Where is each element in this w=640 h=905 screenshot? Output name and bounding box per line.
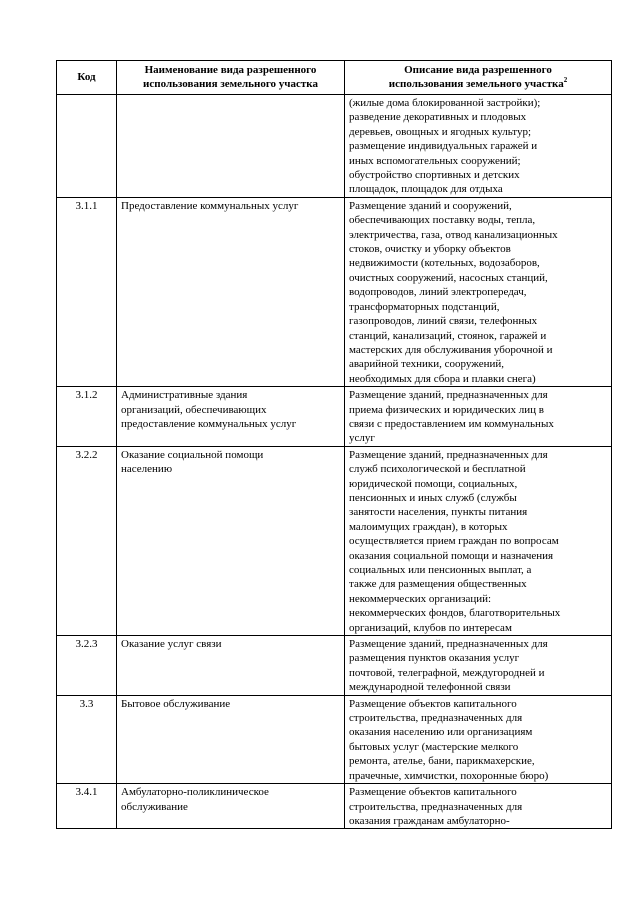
row-code: 3.1.1 (57, 197, 117, 386)
row-name (117, 95, 345, 198)
row-description: Размещение зданий и сооружений, обеспечивающих поставку воды, тепла, электричества, газа, отвод канализационных стоков, очистку и уборку объектов недвижимости (котельных, водозаборов, очистных сооружений, насосных станций, водопроводов, линий электропередач, трансформаторных подстанций, газопроводов, линий связи, телефонных станций, канализаций, стоянок, гаражей и мастерских для обслуживания уборочной и аварийной техники, сооружений, необходимых для сбора и плавки снега) (345, 197, 612, 386)
header-code: Код (57, 61, 117, 95)
row-description: Размещение объектов капитального строительства, предназначенных для оказания населению или организациям бытовых услуг (мастерские мелкого ремонта, ателье, бани, парикмахерские, прачечные, химчистки, похоронные бюро) (345, 695, 612, 783)
row-description: Размещение зданий, предназначенных для размещения пунктов оказания услуг почтовой, телеграфной, междугородней и международной телефонной связи (345, 636, 612, 696)
row-name: Амбулаторно-поликлиническое обслуживание (117, 784, 345, 829)
row-code: 3.3 (57, 695, 117, 783)
row-name: Предоставление коммунальных услуг (117, 197, 345, 386)
row-description: Размещение объектов капитального строительства, предназначенных для оказания гражданам амбулаторно- (345, 784, 612, 829)
header-name: Наименование вида разрешенного использования земельного участка (117, 61, 345, 95)
footnote-marker: 2 (563, 75, 568, 84)
table-row (57, 784, 612, 829)
header-description: Описание вида разрешенного использования земельного участка$^2$ (345, 61, 612, 95)
document-page (56, 60, 611, 829)
row-name: Оказание социальной помощи населению (117, 446, 345, 635)
row-code: 3.1.2 (57, 387, 117, 447)
row-name: Административные здания организаций, обеспечивающих предоставление коммунальных услуг (117, 387, 345, 447)
row-description: Размещение зданий, предназначенных для служб психологической и бесплатной юридической помощи, социальных, пенсионных и иных служб (службы занятости населения, пункты питания малоимущих граждан), в которых осуществляется прием граждан по вопросам оказания социальной помощи и назначения социальных или пенсионных выплат, а также для размещения общественных некоммерческих организаций: некоммерческих фондов, благотворительных организаций, клубов по интересам (345, 446, 612, 635)
row-code: 3.2.2 (57, 446, 117, 635)
row-name: Бытовое обслуживание (117, 695, 345, 783)
row-code (57, 95, 117, 198)
row-description: (жилые дома блокированной застройки); разведение декоративных и плодовых деревьев, овощных и ягодных культур; размещение индивидуальных гаражей и иных вспомогательных сооружений; обустройство спортивных и детских площадок, площадок для отдыха (345, 95, 612, 198)
table-row (57, 95, 612, 198)
table-header-row (57, 61, 612, 95)
table-row (57, 695, 612, 783)
table-row (57, 636, 612, 696)
land-use-table (56, 60, 612, 829)
table-row (57, 197, 612, 386)
table-row (57, 387, 612, 447)
row-code: 3.4.1 (57, 784, 117, 829)
row-description: Размещение зданий, предназначенных для приема физических и юридических лиц в связи с предоставлением им коммунальных услуг (345, 387, 612, 447)
row-name: Оказание услуг связи (117, 636, 345, 696)
row-code: 3.2.3 (57, 636, 117, 696)
table-row (57, 446, 612, 635)
